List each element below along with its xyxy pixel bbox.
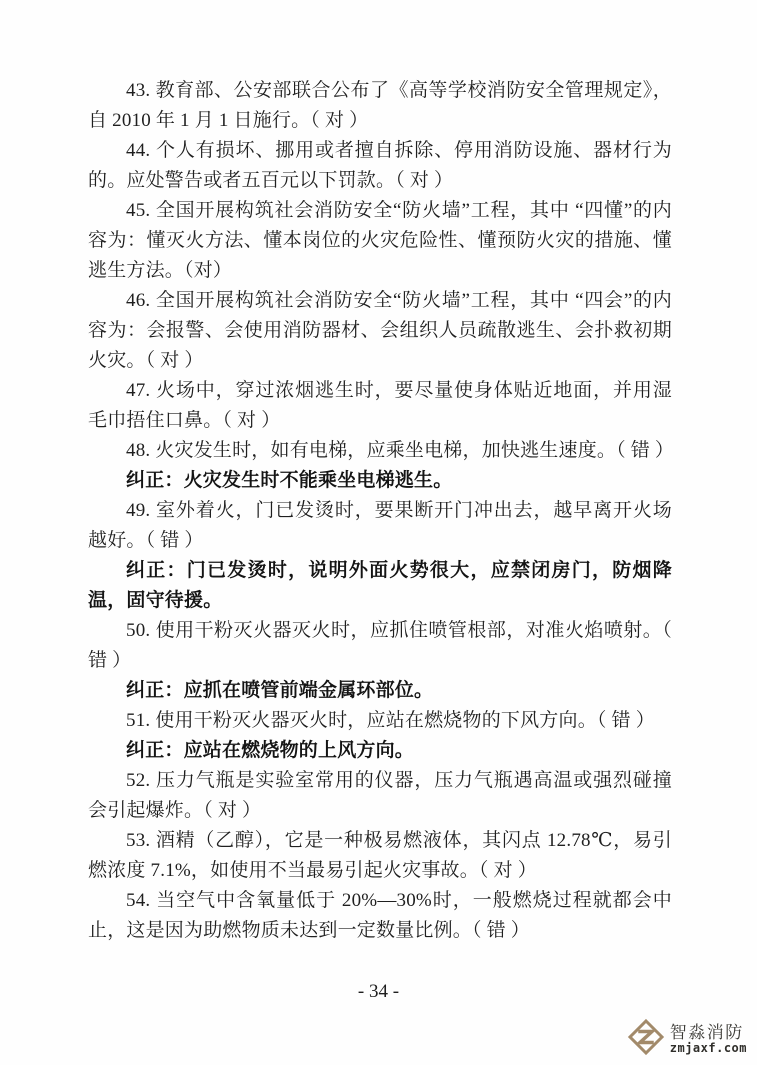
question-paragraph: 48. 火灾发生时，如有电梯，应乘坐电梯，加快逃生速度。（ 错 ） — [126, 440, 675, 461]
brand-domain: zmjaxf.com — [669, 1041, 747, 1056]
question-paragraph: 44. 个人有损坏、挪用或者擅自拆除、停用消防设施、器材行为的。应处警告或者五百元以下罚款。（ 对 ） — [88, 140, 672, 191]
question-paragraph: 46. 全国开展构筑社会消防安全“防火墙”工程，其中 “四会”的内容为：会报警、会使用消防器材、会组织人员疏散逃生、会扑救初期火灾。（ 对 ） — [88, 290, 672, 371]
brand-name: 智淼消防 — [669, 1023, 744, 1043]
correction-paragraph: 纠正：门已发烫时，说明外面火势很大，应禁闭房门，防烟降温，固守待援。 — [88, 560, 672, 611]
document-body — [88, 76, 675, 946]
question-paragraph: 51. 使用干粉灭火器灭火时，应站在燃烧物的下风方向。（ 错 ） — [126, 710, 655, 731]
page-number: - 34 - — [357, 981, 400, 1002]
question-paragraph: 50. 使用干粉灭火器灭火时，应抓住喷管根部，对准火焰喷射。（ 错 ） — [88, 620, 672, 671]
correction-paragraph: 纠正：应站在燃烧物的上风方向。 — [126, 740, 415, 761]
question-paragraph: 54. 当空气中含氧量低于 20%—30%时，一般燃烧过程就都会中止，这是因为助燃物质未达到一定数量比例。（ 错 ） — [88, 890, 672, 941]
question-paragraph: 45. 全国开展构筑社会消防安全“防火墙”工程，其中 “四懂”的内容为：懂灭火方法、懂本岗位的火灾危险性、懂预防火灾的措施、懂逃生方法。（对） — [88, 200, 672, 281]
question-paragraph: 53. 酒精（乙醇），它是一种极易燃液体，其闪点 12.78℃，易引燃浓度 7.1%，如使用不当最易引起火灾事故。（ 对 ） — [88, 830, 672, 881]
question-paragraph: 43. 教育部、公安部联合公布了《高等学校消防安全管理规定》，自 2010 年 1 月 1 日施行。（ 对 ） — [88, 80, 672, 131]
question-paragraph: 52. 压力气瓶是实验室常用的仪器，压力气瓶遇高温或强烈碰撞会引起爆炸。（ 对 ） — [88, 770, 672, 821]
brand-text — [670, 1024, 747, 1054]
diamond-z-logo-icon — [627, 1018, 665, 1061]
correction-paragraph: 纠正：应抓在喷管前端金属环部位。 — [126, 680, 434, 701]
correction-paragraph: 纠正：火灾发生时不能乘坐电梯逃生。 — [126, 470, 453, 491]
brand-logo — [627, 1018, 747, 1061]
question-paragraph: 47. 火场中，穿过浓烟逃生时，要尽量使身体贴近地面，并用湿毛巾捂住口鼻。（ 对 ） — [88, 380, 672, 431]
question-paragraph: 49. 室外着火，门已发烫时，要果断开门冲出去，越早离开火场越好。（ 错 ） — [88, 500, 672, 551]
